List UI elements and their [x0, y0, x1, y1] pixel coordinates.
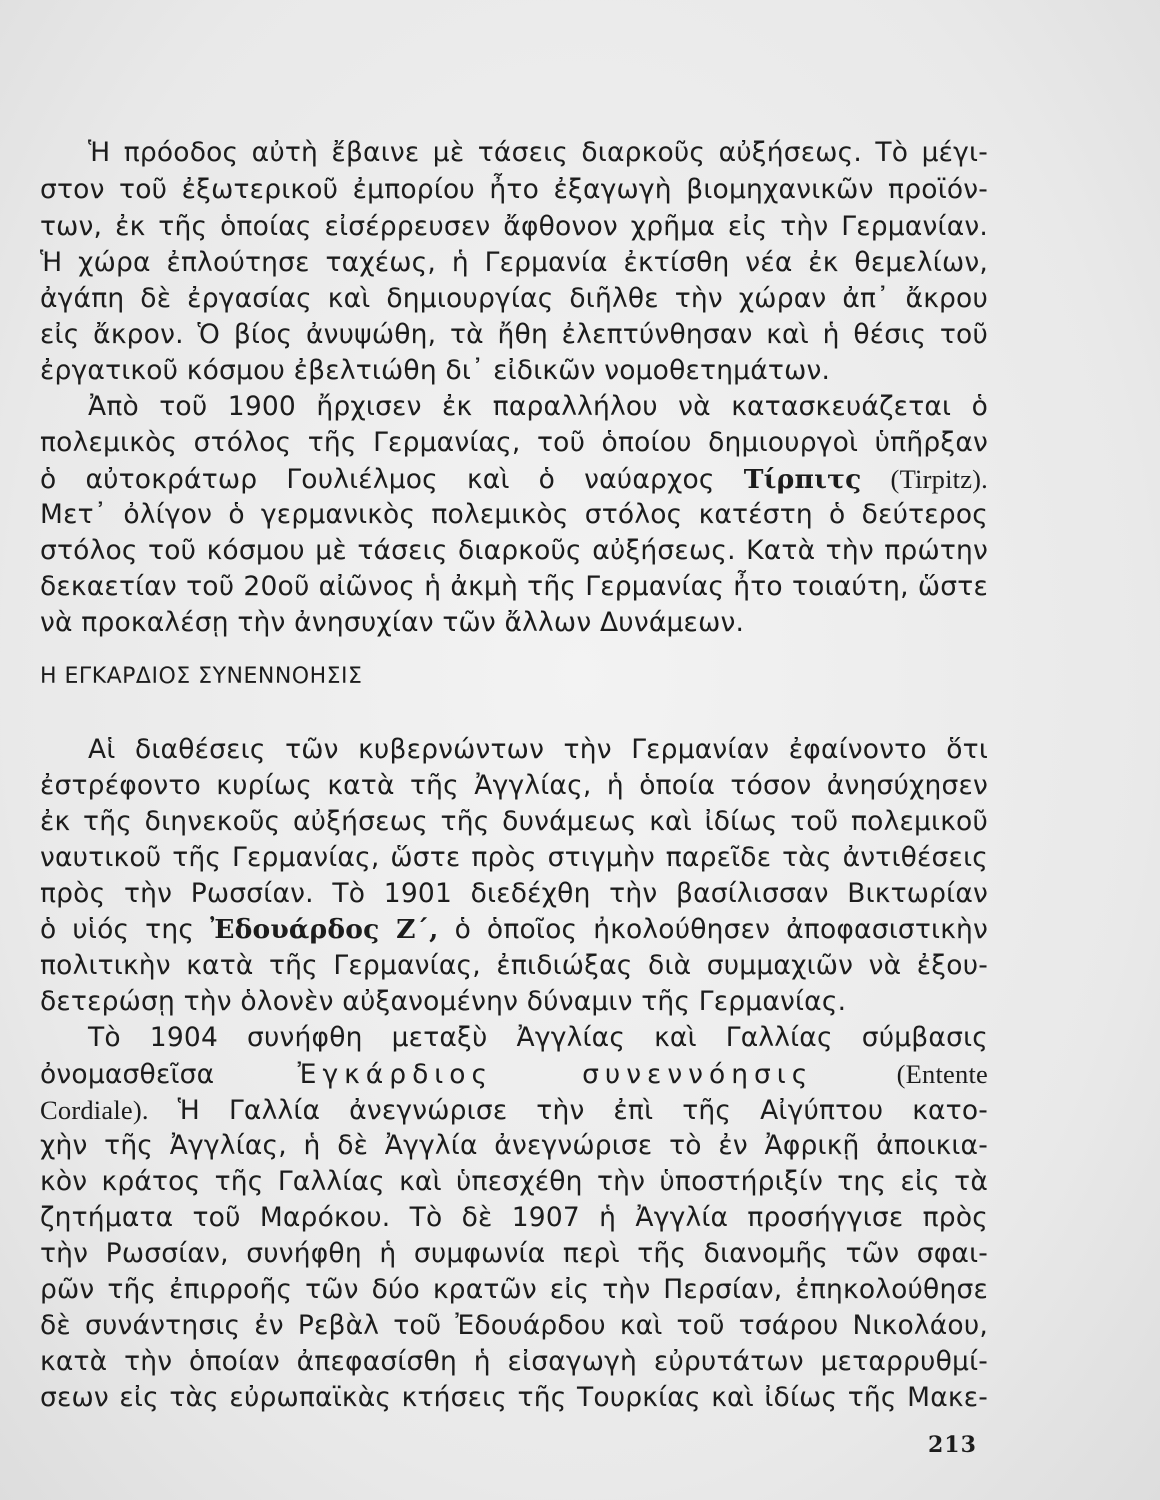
latin-term: Cordiale). — [40, 1095, 149, 1125]
page-number: 213 — [928, 1432, 977, 1458]
latin-term: (Entente — [896, 1059, 988, 1089]
text-line: ἐργατικοῦ κόσμου ἐβελτιώθη δι᾽ εἰδικῶν νομοθετημάτων. — [40, 355, 831, 386]
text-run: ὀνομασθεῖσα — [40, 1059, 215, 1090]
text-line: δετερώσῃ τὴν ὁλονὲν αὐξανομένην δύναμιν τῆς Γερμανίας. — [40, 986, 847, 1017]
text-line — [40, 913, 988, 947]
text-line: των, ἐκ τῆς ὁποίας εἰσέρρευσεν ἄφθονον χρῆμα εἰς τὴν Γερμανίαν. — [40, 211, 988, 242]
text-run: ὁ ὁποῖος ἠκολούθησεν ἀποφασιστικὴν — [454, 914, 989, 945]
text-line: χὴν τῆς Ἀγγλίας, ἡ δὲ Ἀγγλία ἀνεγνώρισε τὸ ἐν Ἀφρικῇ ἀποικια- — [40, 1130, 988, 1161]
text-line: εἰς ἄκρον. Ὁ βίος ἀνυψώθη, τὰ ἤθη ἐλεπτύνθησαν καὶ ἡ θέσις τοῦ — [40, 319, 988, 350]
text-line — [40, 462, 988, 497]
text-line: πολεμικὸς στόλος τῆς Γερμανίας, τοῦ ὁποίου δημιουργοὶ ὑπῆρξαν — [40, 427, 988, 458]
text-line: στον τοῦ ἐξωτερικοῦ ἐμπορίου ἦτο ἐξαγωγὴ βιομηχανικῶν προϊόν- — [40, 174, 988, 205]
text-line: στόλος τοῦ κόσμου μὲ τάσεις διαρκοῦς αὐξήσεως. Κατὰ τὴν πρώτην — [40, 535, 988, 566]
text-line: πρὸς τὴν Ρωσσίαν. Τὸ 1901 διεδέχθη τὴν βασίλισσαν Βικτωρίαν — [40, 878, 988, 909]
text-line: Ἡ πρόοδος αὐτὴ ἔβαινε μὲ τάσεις διαρκοῦς αὐξήσεως. Τὸ μέγι- — [88, 137, 988, 168]
latin-name: (Tirpitz). — [890, 464, 989, 494]
text-line: δεκαετίαν τοῦ 20οῦ αἰῶνος ἡ ἀκμὴ τῆς Γερμανίας ἦτο τοιαύτη, ὥστε — [40, 571, 988, 602]
text-line: ζητήματα τοῦ Μαρόκου. Τὸ δὲ 1907 ἡ Ἀγγλία προσήγγισε πρὸς — [40, 1202, 988, 1233]
text-line: ἀγάπη δὲ ἐργασίας καὶ δημιουργίας διῆλθε τὴν χώραν ἀπ᾽ ἄκρου — [40, 283, 988, 314]
text-line: σεων εἰς τὰς εὐρωπαϊκὰς κτήσεις τῆς Τουρκίας καὶ ἰδίως τῆς Μακε- — [40, 1382, 988, 1413]
text-line: Μετ᾽ ὀλίγον ὁ γερμανικὸς πολεμικὸς στόλος κατέστη ὁ δεύτερος — [40, 499, 988, 530]
text-run: ὁ αὐτοκράτωρ Γουλιέλμος καὶ ὁ ναύαρχος — [40, 464, 715, 495]
text-line: κὸν κράτος τῆς Γαλλίας καὶ ὑπεσχέθη τὴν ὑποστήριξίν της εἰς τὰ — [40, 1166, 988, 1197]
text-line: Ἀπὸ τοῦ 1900 ἤρχισεν ἐκ παραλλήλου νὰ κατασκευάζεται ὁ — [88, 391, 988, 422]
text-line: νὰ προκαλέσῃ τὴν ἀνησυχίαν τῶν ἄλλων Δυνάμεων. — [40, 607, 745, 638]
text-line — [40, 1057, 988, 1092]
text-line: Τὸ 1904 συνήφθη μεταξὺ Ἀγγλίας καὶ Γαλλίας σύμβασις — [88, 1022, 988, 1053]
text-run: Ἡ Γαλλία ἀνεγνώρισε τὴν ἐπὶ τῆς Αἰγύπτου κατο- — [177, 1095, 989, 1126]
text-line: τὴν Ρωσσίαν, συνήφθη ἡ συμφωνία περὶ τῆς διανομῆς τῶν σφαι- — [40, 1238, 988, 1269]
section-heading: Η ΕΓΚΑΡΔΙΟΣ ΣΥΝΕΝΝΟΗΣΙΣ — [40, 664, 363, 689]
text-run: ὁ υἱός της — [40, 914, 195, 945]
text-line: κατὰ τὴν ὁποίαν ἀπεφασίσθη ἡ εἰσαγωγὴ εὐρυτάτων μεταρρυθμί- — [40, 1346, 988, 1377]
text-line — [40, 1093, 988, 1128]
text-line: ἐστρέφοντο κυρίως κατὰ τῆς Ἀγγλίας, ἡ ὁποία τόσον ἀνησύχησεν — [40, 770, 988, 801]
bold-name-edward: Ἐδουάρδος Ζ΄, — [210, 914, 439, 945]
spaced-term: Ἐγκάρδιος συνεννόησις — [297, 1059, 814, 1090]
text-line: ναυτικοῦ τῆς Γερμανίας, ὥστε πρὸς στιγμὴν παρεῖδε τὰς ἀντιθέσεις — [40, 842, 988, 873]
text-line: δὲ συνάντησις ἐν Ρεβὰλ τοῦ Ἐδουάρδου καὶ τοῦ τσάρου Νικολάου, — [40, 1310, 988, 1341]
bold-name-tirpitz: Τίρπιτς — [743, 464, 862, 495]
text-line: Αἱ διαθέσεις τῶν κυβερνώντων τὴν Γερμανίαν ἐφαίνοντο ὅτι — [88, 734, 988, 765]
text-line: πολιτικὴν κατὰ τῆς Γερμανίας, ἐπιδιώξας διὰ συμμαχιῶν νὰ ἐξου- — [40, 950, 988, 981]
text-line: Ἡ χώρα ἐπλούτησε ταχέως, ἡ Γερμανία ἐκτίσθη νέα ἐκ θεμελίων, — [40, 247, 988, 278]
text-line: ρῶν τῆς ἐπιρροῆς τῶν δύο κρατῶν εἰς τὴν Περσίαν, ἐπηκολούθησε — [40, 1274, 988, 1305]
text-line: ἐκ τῆς διηνεκοῦς αὐξήσεως τῆς δυνάμεως καὶ ἰδίως τοῦ πολεμικοῦ — [40, 806, 988, 837]
